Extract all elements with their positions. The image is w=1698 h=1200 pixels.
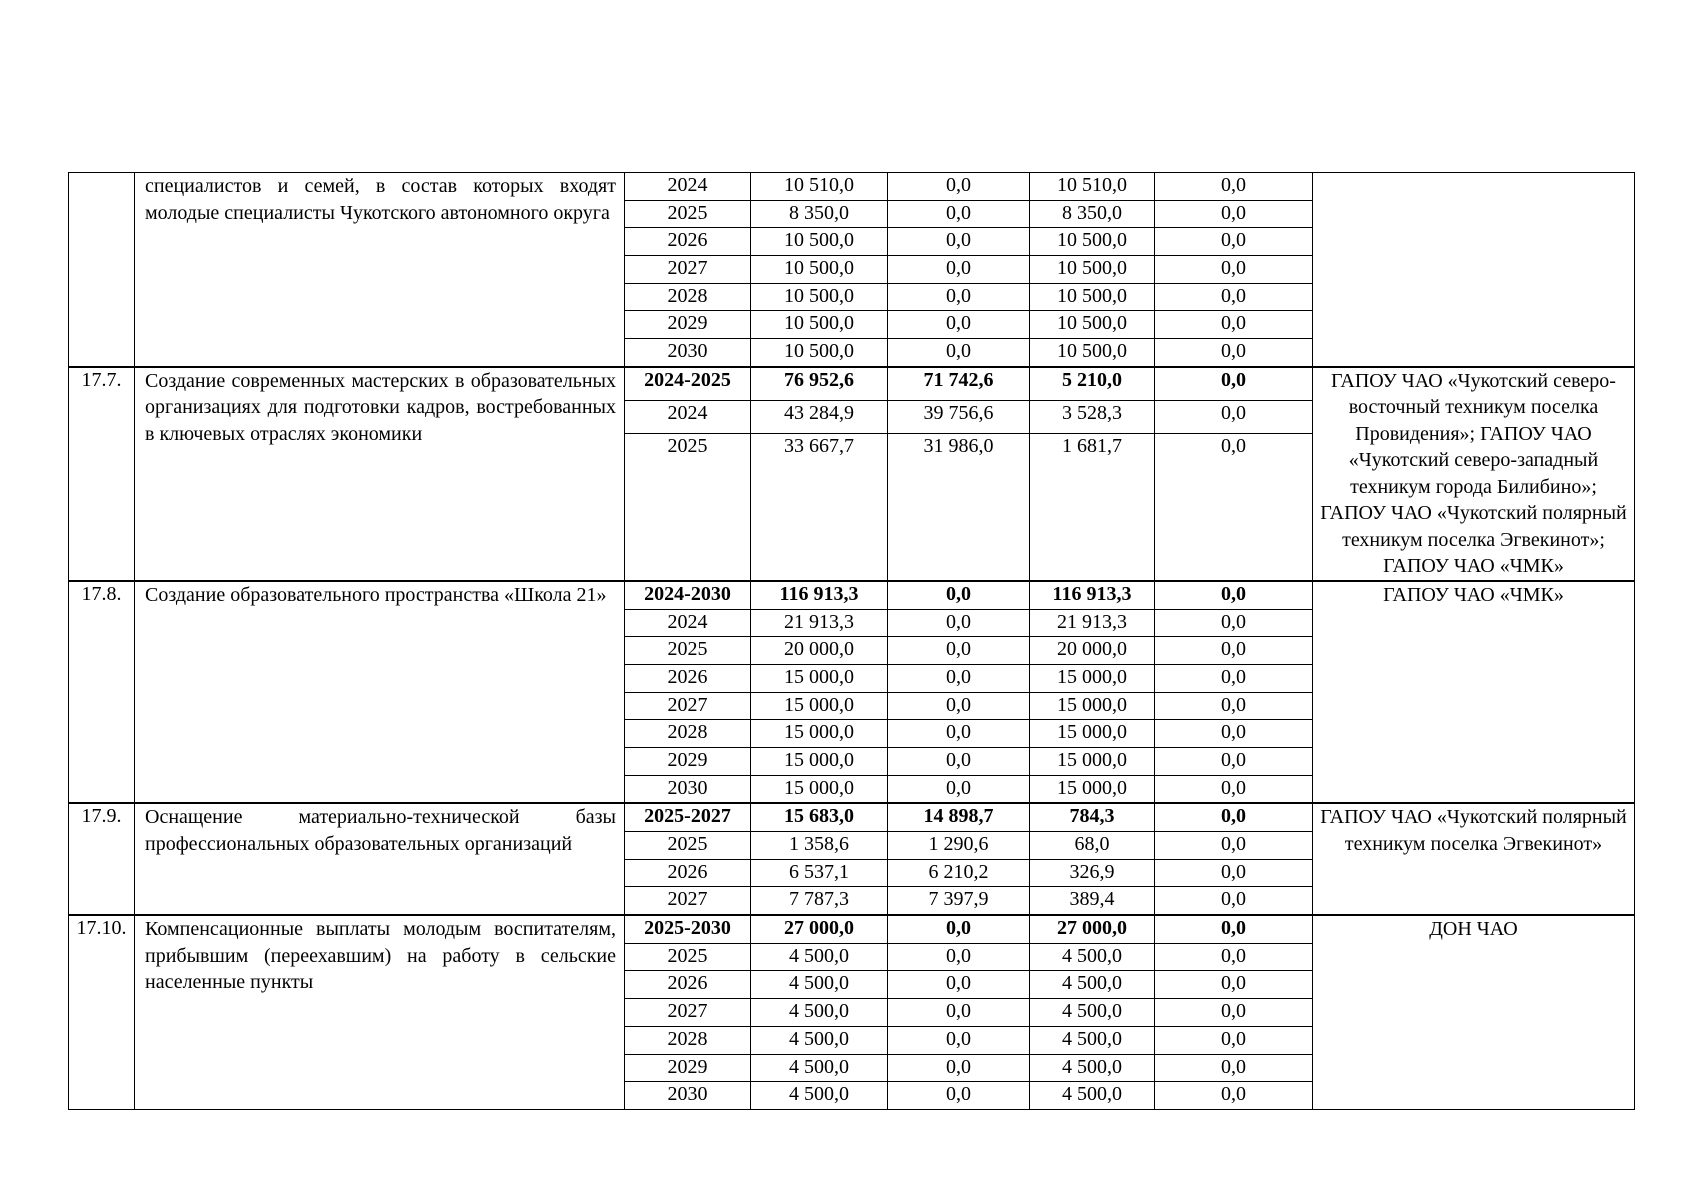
period-cell: 2025 [625,832,751,860]
federal-budget-cell: 0,0 [888,339,1030,367]
regional-budget-cell: 15 000,0 [1030,747,1155,775]
regional-budget-cell: 4 500,0 [1030,943,1155,971]
period-cell: 2028 [625,720,751,748]
total-amount-cell: 116 913,3 [751,581,888,609]
period-cell: 2024 [625,173,751,201]
regional-budget-cell: 10 500,0 [1030,339,1155,367]
table-row [69,803,1635,831]
other-sources-cell: 0,0 [1155,720,1313,748]
other-sources-cell: 0,0 [1155,367,1313,401]
other-sources-cell: 0,0 [1155,971,1313,999]
regional-budget-cell: 4 500,0 [1030,1026,1155,1054]
other-sources-cell: 0,0 [1155,664,1313,692]
period-cell: 2025 [625,637,751,665]
total-amount-cell: 10 500,0 [751,256,888,284]
total-amount-cell: 4 500,0 [751,1026,888,1054]
regional-budget-cell: 1 681,7 [1030,433,1155,581]
federal-budget-cell: 0,0 [888,200,1030,228]
period-cell: 2030 [625,775,751,803]
total-amount-cell: 10 510,0 [751,173,888,201]
other-sources-cell: 0,0 [1155,256,1313,284]
federal-budget-cell: 1 290,6 [888,832,1030,860]
activity-name: специалистов и семей, в состав которых входят молодые специалисты Чукотского автономного округа [135,173,625,367]
period-cell: 2025 [625,943,751,971]
federal-budget-cell: 0,0 [888,283,1030,311]
total-amount-cell: 27 000,0 [751,915,888,943]
other-sources-cell: 0,0 [1155,581,1313,609]
activity-number: 17.10. [69,915,135,1109]
regional-budget-cell: 4 500,0 [1030,971,1155,999]
period-cell: 2024 [625,400,751,433]
regional-budget-cell: 5 210,0 [1030,367,1155,401]
regional-budget-cell: 15 000,0 [1030,775,1155,803]
activity-number [69,173,135,367]
regional-budget-cell: 15 000,0 [1030,692,1155,720]
total-amount-cell: 15 000,0 [751,747,888,775]
regional-budget-cell: 8 350,0 [1030,200,1155,228]
federal-budget-cell: 0,0 [888,637,1030,665]
regional-budget-cell: 326,9 [1030,859,1155,887]
federal-budget-cell: 0,0 [888,943,1030,971]
federal-budget-cell: 14 898,7 [888,803,1030,831]
total-amount-cell: 20 000,0 [751,637,888,665]
total-amount-cell: 6 537,1 [751,859,888,887]
total-amount-cell: 10 500,0 [751,283,888,311]
other-sources-cell: 0,0 [1155,692,1313,720]
responsible-organization: ГАПОУ ЧАО «Чукотский полярный техникум поселка Эгвекинот» [1313,803,1635,915]
total-amount-cell: 4 500,0 [751,943,888,971]
total-amount-cell: 4 500,0 [751,971,888,999]
period-cell: 2024-2030 [625,581,751,609]
regional-budget-cell: 4 500,0 [1030,1054,1155,1082]
period-cell: 2027 [625,887,751,915]
period-cell: 2026 [625,971,751,999]
federal-budget-cell: 0,0 [888,747,1030,775]
total-amount-cell: 15 000,0 [751,664,888,692]
other-sources-cell: 0,0 [1155,637,1313,665]
other-sources-cell: 0,0 [1155,311,1313,339]
total-amount-cell: 8 350,0 [751,200,888,228]
federal-budget-cell: 31 986,0 [888,433,1030,581]
regional-budget-cell: 20 000,0 [1030,637,1155,665]
total-amount-cell: 15 000,0 [751,692,888,720]
federal-budget-cell: 0,0 [888,1082,1030,1110]
federal-budget-cell: 7 397,9 [888,887,1030,915]
regional-budget-cell: 15 000,0 [1030,664,1155,692]
total-amount-cell: 7 787,3 [751,887,888,915]
regional-budget-cell: 27 000,0 [1030,915,1155,943]
period-cell: 2030 [625,1082,751,1110]
other-sources-cell: 0,0 [1155,400,1313,433]
federal-budget-cell: 0,0 [888,609,1030,637]
regional-budget-cell: 15 000,0 [1030,720,1155,748]
responsible-organization: ГАПОУ ЧАО «Чукотский северо-восточный техникум поселка Провидения»; ГАПОУ ЧАО «Чукотский северо-западный техникум города Билибино»; ГАПОУ ЧАО «Чукотский полярный техникум поселка Эгвекинот»; ГАПОУ ЧАО «ЧМК» [1313,367,1635,581]
period-cell: 2025 [625,200,751,228]
total-amount-cell: 4 500,0 [751,1082,888,1110]
period-cell: 2028 [625,1026,751,1054]
period-cell: 2027 [625,256,751,284]
federal-budget-cell: 0,0 [888,1054,1030,1082]
other-sources-cell: 0,0 [1155,803,1313,831]
period-cell: 2026 [625,228,751,256]
other-sources-cell: 0,0 [1155,1054,1313,1082]
total-amount-cell: 10 500,0 [751,311,888,339]
regional-budget-cell: 10 500,0 [1030,228,1155,256]
period-cell: 2027 [625,692,751,720]
other-sources-cell: 0,0 [1155,887,1313,915]
activity-name: Компенсационные выплаты молодым воспитателям, прибывшим (переехавшим) на работу в сельские населенные пункты [135,915,625,1109]
other-sources-cell: 0,0 [1155,339,1313,367]
other-sources-cell: 0,0 [1155,173,1313,201]
table-row [69,581,1635,609]
other-sources-cell: 0,0 [1155,433,1313,581]
total-amount-cell: 1 358,6 [751,832,888,860]
period-cell: 2025-2030 [625,915,751,943]
federal-budget-cell: 0,0 [888,228,1030,256]
regional-budget-cell: 4 500,0 [1030,1082,1155,1110]
period-cell: 2027 [625,999,751,1027]
total-amount-cell: 33 667,7 [751,433,888,581]
other-sources-cell: 0,0 [1155,943,1313,971]
other-sources-cell: 0,0 [1155,283,1313,311]
period-cell: 2029 [625,1054,751,1082]
other-sources-cell: 0,0 [1155,859,1313,887]
total-amount-cell: 10 500,0 [751,339,888,367]
responsible-organization: ГАПОУ ЧАО «ЧМК» [1313,581,1635,804]
period-cell: 2026 [625,664,751,692]
other-sources-cell: 0,0 [1155,200,1313,228]
other-sources-cell: 0,0 [1155,832,1313,860]
regional-budget-cell: 68,0 [1030,832,1155,860]
total-amount-cell: 15 683,0 [751,803,888,831]
period-cell: 2030 [625,339,751,367]
regional-budget-cell: 4 500,0 [1030,999,1155,1027]
other-sources-cell: 0,0 [1155,775,1313,803]
federal-budget-cell: 0,0 [888,775,1030,803]
federal-budget-cell: 0,0 [888,664,1030,692]
federal-budget-cell: 0,0 [888,999,1030,1027]
regional-budget-cell: 389,4 [1030,887,1155,915]
other-sources-cell: 0,0 [1155,1082,1313,1110]
responsible-organization [1313,173,1635,367]
activity-name: Создание образовательного пространства «Школа 21» [135,581,625,804]
total-amount-cell: 4 500,0 [751,999,888,1027]
activity-name: Оснащение материально-технической базы профессиональных образовательных организаций [135,803,625,915]
total-amount-cell: 4 500,0 [751,1054,888,1082]
total-amount-cell: 21 913,3 [751,609,888,637]
table-row [69,915,1635,943]
regional-budget-cell: 784,3 [1030,803,1155,831]
program-activities-table [68,172,1635,1110]
federal-budget-cell: 39 756,6 [888,400,1030,433]
activity-number: 17.9. [69,803,135,915]
period-cell: 2024 [625,609,751,637]
regional-budget-cell: 10 500,0 [1030,311,1155,339]
total-amount-cell: 15 000,0 [751,720,888,748]
table-row [69,367,1635,401]
period-cell: 2029 [625,747,751,775]
federal-budget-cell: 6 210,2 [888,859,1030,887]
activity-number: 17.7. [69,367,135,581]
table-row [69,173,1635,201]
regional-budget-cell: 10 500,0 [1030,283,1155,311]
period-cell: 2024-2025 [625,367,751,401]
regional-budget-cell: 116 913,3 [1030,581,1155,609]
federal-budget-cell: 0,0 [888,915,1030,943]
federal-budget-cell: 0,0 [888,173,1030,201]
regional-budget-cell: 10 510,0 [1030,173,1155,201]
regional-budget-cell: 10 500,0 [1030,256,1155,284]
federal-budget-cell: 0,0 [888,971,1030,999]
federal-budget-cell: 0,0 [888,256,1030,284]
responsible-organization: ДОН ЧАО [1313,915,1635,1109]
period-cell: 2029 [625,311,751,339]
activity-number: 17.8. [69,581,135,804]
total-amount-cell: 15 000,0 [751,775,888,803]
total-amount-cell: 43 284,9 [751,400,888,433]
period-cell: 2026 [625,859,751,887]
total-amount-cell: 76 952,6 [751,367,888,401]
federal-budget-cell: 0,0 [888,720,1030,748]
other-sources-cell: 0,0 [1155,609,1313,637]
federal-budget-cell: 71 742,6 [888,367,1030,401]
federal-budget-cell: 0,0 [888,1026,1030,1054]
regional-budget-cell: 3 528,3 [1030,400,1155,433]
other-sources-cell: 0,0 [1155,999,1313,1027]
other-sources-cell: 0,0 [1155,228,1313,256]
regional-budget-cell: 21 913,3 [1030,609,1155,637]
federal-budget-cell: 0,0 [888,692,1030,720]
federal-budget-cell: 0,0 [888,311,1030,339]
period-cell: 2025-2027 [625,803,751,831]
period-cell: 2025 [625,433,751,581]
period-cell: 2028 [625,283,751,311]
activity-name: Создание современных мастерских в образовательных организациях для подготовки кадров, востребованных в ключевых отраслях экономики [135,367,625,581]
federal-budget-cell: 0,0 [888,581,1030,609]
other-sources-cell: 0,0 [1155,1026,1313,1054]
other-sources-cell: 0,0 [1155,915,1313,943]
total-amount-cell: 10 500,0 [751,228,888,256]
other-sources-cell: 0,0 [1155,747,1313,775]
